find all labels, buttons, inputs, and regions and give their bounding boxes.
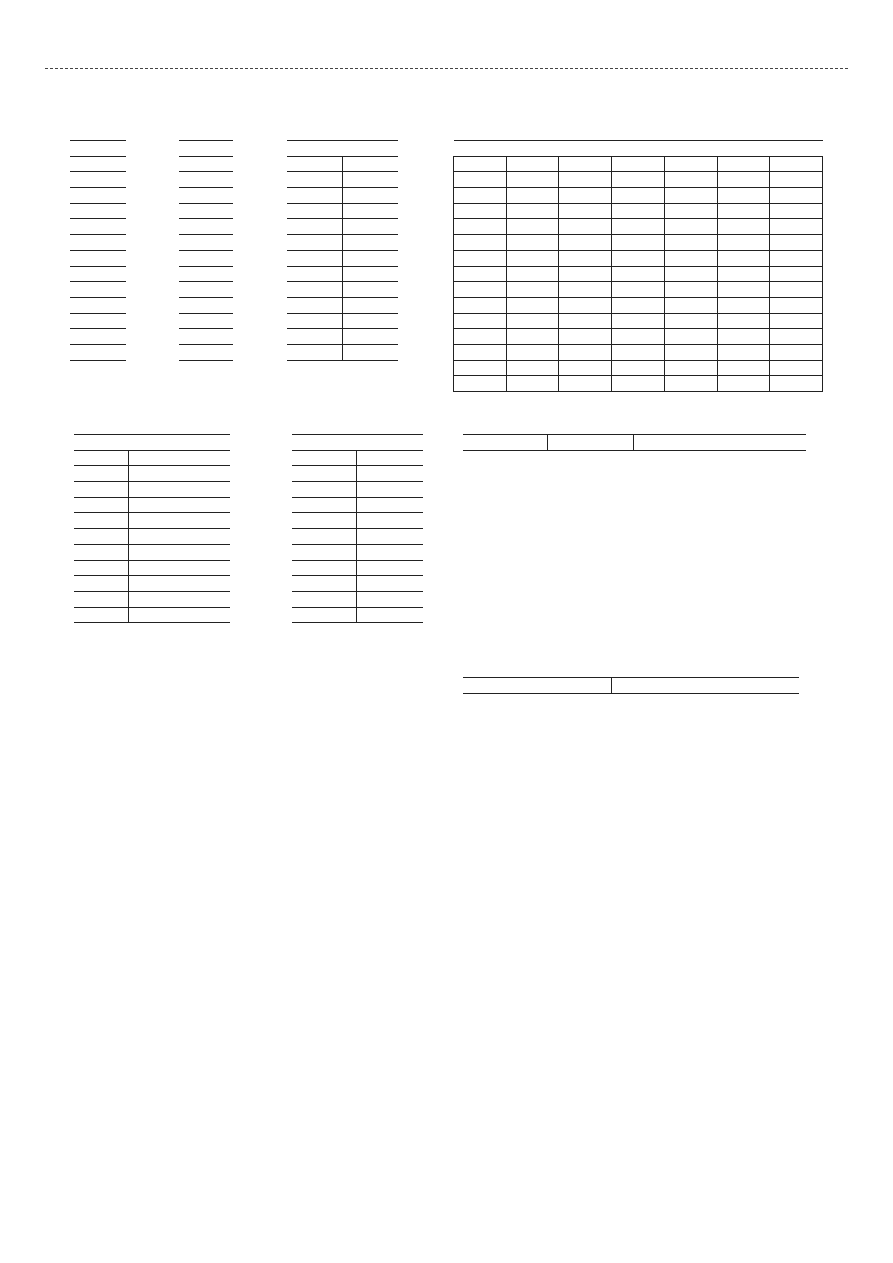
- e96-value: [612, 344, 665, 360]
- table-row: [179, 203, 233, 219]
- e96-value: [717, 156, 770, 172]
- e96-value: [506, 250, 559, 266]
- e96-value: [770, 297, 823, 313]
- e96-value: [506, 282, 559, 298]
- table-row: [454, 203, 823, 219]
- e96-value: [770, 172, 823, 188]
- e96-value: [559, 344, 612, 360]
- failure-rate-header: [611, 678, 799, 694]
- e96-value: [559, 329, 612, 345]
- table-row: [287, 172, 398, 188]
- table-row: [74, 576, 230, 592]
- e24-value: [343, 266, 399, 282]
- failure-type-header: [463, 678, 611, 694]
- e96-value: [717, 376, 770, 392]
- e96-value: [770, 203, 823, 219]
- e12-value: [179, 297, 233, 313]
- table-row: [454, 235, 823, 251]
- e24-value: [343, 297, 399, 313]
- tolerance-value: [356, 482, 423, 498]
- e6-table: [70, 140, 126, 361]
- table-row: [70, 329, 126, 345]
- e96-value: [717, 203, 770, 219]
- e24-value: [287, 172, 343, 188]
- tolerance-value: [356, 544, 423, 560]
- table-row: [292, 576, 423, 592]
- table-row: [74, 560, 230, 576]
- e96-table: [453, 140, 823, 392]
- table-row: [292, 607, 423, 623]
- e96-value: [506, 235, 559, 251]
- datecode-table: [463, 434, 806, 451]
- e96-value: [559, 188, 612, 204]
- e12-value: [179, 250, 233, 266]
- table-row: [287, 203, 398, 219]
- e24-value: [287, 344, 343, 360]
- tcr-code: [74, 544, 128, 560]
- e96-value: [664, 250, 717, 266]
- e12-value: [179, 313, 233, 329]
- e96-value: [506, 313, 559, 329]
- table-row: [179, 344, 233, 360]
- table-row: [70, 282, 126, 298]
- e96-value: [664, 203, 717, 219]
- e96-value: [559, 250, 612, 266]
- e96-value: [612, 329, 665, 345]
- e96-value: [664, 235, 717, 251]
- e12-value: [179, 156, 233, 172]
- e96-value: [506, 156, 559, 172]
- table-row: [454, 360, 823, 376]
- e96-value: [612, 282, 665, 298]
- e96-value: [612, 188, 665, 204]
- e96-value: [717, 266, 770, 282]
- e96-value: [612, 172, 665, 188]
- e24-value: [287, 282, 343, 298]
- e96-value: [559, 172, 612, 188]
- tolerance-code: [292, 466, 356, 482]
- tcr-code: [74, 529, 128, 545]
- tcr-code: [74, 560, 128, 576]
- tolerance-value: [356, 513, 423, 529]
- e96-value: [770, 376, 823, 392]
- table-row: [74, 482, 230, 498]
- e6-value: [70, 297, 126, 313]
- e96-value: [559, 360, 612, 376]
- tcr-value: [128, 560, 230, 576]
- e96-value: [717, 219, 770, 235]
- e96-value: [717, 250, 770, 266]
- table-row: [74, 513, 230, 529]
- e96-value: [664, 266, 717, 282]
- e24-value: [287, 235, 343, 251]
- e96-value: [770, 235, 823, 251]
- table-row: [454, 329, 823, 345]
- table-row: [70, 203, 126, 219]
- table-row: [70, 313, 126, 329]
- e96-value: [770, 282, 823, 298]
- e96-value: [717, 235, 770, 251]
- e96-value: [506, 376, 559, 392]
- tolerance-code: [292, 513, 356, 529]
- e96-value: [770, 360, 823, 376]
- e12-value: [179, 219, 233, 235]
- e96-value: [506, 172, 559, 188]
- e24-value: [343, 282, 399, 298]
- e12-value: [179, 172, 233, 188]
- e24-value: [287, 219, 343, 235]
- e12-table: [179, 140, 233, 361]
- e96-value: [454, 250, 507, 266]
- table-row: [179, 313, 233, 329]
- tolerance-code: [292, 591, 356, 607]
- e6-value: [70, 156, 126, 172]
- table-row: [287, 266, 398, 282]
- tolerance-header: [292, 435, 423, 451]
- table-row: [454, 344, 823, 360]
- e96-value: [717, 360, 770, 376]
- table-row: [454, 266, 823, 282]
- e24-value: [343, 344, 399, 360]
- e6-value: [70, 250, 126, 266]
- tolerance-code: [292, 576, 356, 592]
- e96-value: [559, 235, 612, 251]
- tolerance-value: [356, 450, 423, 466]
- table-row: [179, 172, 233, 188]
- tcr-value: [128, 607, 230, 623]
- tcr-code: [74, 591, 128, 607]
- tolerance-value: [356, 529, 423, 545]
- table-row: [74, 450, 230, 466]
- e96-value: [559, 156, 612, 172]
- e24-value: [287, 329, 343, 345]
- e96-value: [664, 156, 717, 172]
- e96-value: [559, 203, 612, 219]
- e12-value: [179, 282, 233, 298]
- e24-value: [343, 172, 399, 188]
- e96-value: [454, 203, 507, 219]
- e24-value: [343, 203, 399, 219]
- table-row: [454, 250, 823, 266]
- e96-header: [454, 141, 823, 157]
- failure-table: [463, 677, 799, 694]
- e24-value: [343, 250, 399, 266]
- e96-value: [770, 219, 823, 235]
- e96-value: [559, 376, 612, 392]
- tcr-code: [74, 497, 128, 513]
- e96-value: [664, 376, 717, 392]
- e24-value: [343, 313, 399, 329]
- e6-value: [70, 188, 126, 204]
- table-row: [179, 188, 233, 204]
- e96-value: [612, 203, 665, 219]
- e24-value: [343, 235, 399, 251]
- e96-value: [506, 344, 559, 360]
- tcr-header: [74, 435, 230, 451]
- table-row: [287, 188, 398, 204]
- e96-value: [506, 203, 559, 219]
- table-row: [292, 513, 423, 529]
- e24-value: [343, 156, 399, 172]
- e96-value: [454, 313, 507, 329]
- table-row: [292, 497, 423, 513]
- e96-value: [717, 329, 770, 345]
- table-row: [74, 544, 230, 560]
- tolerance-value: [356, 497, 423, 513]
- e96-value: [612, 219, 665, 235]
- table-row: [287, 344, 398, 360]
- table-row: [292, 529, 423, 545]
- tolerance-code: [292, 529, 356, 545]
- e24-value: [287, 203, 343, 219]
- tolerance-value: [356, 607, 423, 623]
- e24-header: [287, 141, 398, 157]
- e96-value: [770, 313, 823, 329]
- e6-header: [70, 141, 126, 157]
- table-row: [287, 313, 398, 329]
- tcr-code: [74, 607, 128, 623]
- e12-value: [179, 188, 233, 204]
- tcr-code: [74, 450, 128, 466]
- table-row: [70, 219, 126, 235]
- tcr-code: [74, 513, 128, 529]
- e24-value: [343, 329, 399, 345]
- table-row: [179, 329, 233, 345]
- table-row: [454, 188, 823, 204]
- table-row: [74, 466, 230, 482]
- e96-value: [612, 266, 665, 282]
- tcr-value: [128, 544, 230, 560]
- e96-value: [717, 172, 770, 188]
- tolerance-code: [292, 450, 356, 466]
- table-row: [292, 560, 423, 576]
- tolerance-value: [356, 576, 423, 592]
- e96-value: [717, 297, 770, 313]
- tolerance-code: [292, 497, 356, 513]
- e6-value: [70, 329, 126, 345]
- table-row: [179, 250, 233, 266]
- e96-value: [454, 266, 507, 282]
- e96-value: [664, 219, 717, 235]
- e96-value: [454, 235, 507, 251]
- e96-value: [664, 188, 717, 204]
- table-row: [454, 156, 823, 172]
- e24-value: [287, 297, 343, 313]
- e96-value: [717, 188, 770, 204]
- e12-value: [179, 344, 233, 360]
- e96-value: [664, 282, 717, 298]
- e96-value: [612, 313, 665, 329]
- e96-value: [454, 219, 507, 235]
- e24-value: [343, 219, 399, 235]
- tcr-value: [128, 497, 230, 513]
- e96-value: [664, 329, 717, 345]
- table-row: [287, 329, 398, 345]
- e96-value: [506, 188, 559, 204]
- table-row: [179, 156, 233, 172]
- e96-value: [664, 172, 717, 188]
- table-row: [70, 250, 126, 266]
- e96-value: [770, 250, 823, 266]
- table-row: [70, 188, 126, 204]
- table-row: [287, 282, 398, 298]
- table-row: [287, 235, 398, 251]
- tcr-value: [128, 529, 230, 545]
- tcr-code: [74, 576, 128, 592]
- e24-value: [287, 313, 343, 329]
- e96-value: [506, 329, 559, 345]
- e96-value: [717, 344, 770, 360]
- tcr-code: [74, 466, 128, 482]
- e96-value: [454, 188, 507, 204]
- e96-value: [559, 282, 612, 298]
- e24-value: [343, 188, 399, 204]
- e96-value: [559, 219, 612, 235]
- e24-value: [287, 188, 343, 204]
- table-row: [179, 282, 233, 298]
- tolerance-code: [292, 607, 356, 623]
- table-row: [292, 466, 423, 482]
- e96-value: [770, 188, 823, 204]
- e6-value: [70, 282, 126, 298]
- e96-value: [664, 344, 717, 360]
- datecode-code-header: [633, 435, 806, 451]
- e96-value: [770, 329, 823, 345]
- table-row: [179, 219, 233, 235]
- e96-value: [454, 297, 507, 313]
- table-row: [179, 266, 233, 282]
- table-row: [454, 297, 823, 313]
- e24-value: [287, 266, 343, 282]
- table-row: [74, 497, 230, 513]
- tcr-code: [74, 482, 128, 498]
- tolerance-code: [292, 482, 356, 498]
- tcr-value: [128, 591, 230, 607]
- table-row: [292, 544, 423, 560]
- table-row: [74, 529, 230, 545]
- tcr-value: [128, 513, 230, 529]
- tcr-value: [128, 450, 230, 466]
- table-row: [287, 219, 398, 235]
- e96-value: [454, 156, 507, 172]
- e6-value: [70, 219, 126, 235]
- e96-value: [454, 344, 507, 360]
- e96-value: [612, 250, 665, 266]
- e6-value: [70, 313, 126, 329]
- e96-value: [664, 297, 717, 313]
- tcr-value: [128, 466, 230, 482]
- e6-value: [70, 235, 126, 251]
- e96-value: [612, 297, 665, 313]
- tcr-value: [128, 576, 230, 592]
- tcr-table: [74, 434, 230, 623]
- tolerance-value: [356, 466, 423, 482]
- e96-value: [454, 172, 507, 188]
- table-row: [70, 297, 126, 313]
- table-row: [454, 376, 823, 392]
- tolerance-value: [356, 591, 423, 607]
- tcr-value: [128, 482, 230, 498]
- datecode-month-header: [547, 435, 633, 451]
- table-row: [454, 313, 823, 329]
- e96-value: [559, 266, 612, 282]
- e96-value: [612, 235, 665, 251]
- e96-value: [612, 360, 665, 376]
- e96-value: [506, 219, 559, 235]
- e12-value: [179, 329, 233, 345]
- e96-value: [559, 297, 612, 313]
- e6-value: [70, 203, 126, 219]
- e96-value: [454, 329, 507, 345]
- table-row: [70, 235, 126, 251]
- table-row: [454, 219, 823, 235]
- e96-value: [717, 282, 770, 298]
- e96-value: [506, 266, 559, 282]
- resistance-change-chart: [90, 684, 410, 862]
- table-row: [287, 250, 398, 266]
- table-row: [74, 591, 230, 607]
- header-divider: [45, 68, 848, 69]
- table-row: [292, 450, 423, 466]
- e96-value: [770, 156, 823, 172]
- table-row: [287, 156, 398, 172]
- e6-value: [70, 266, 126, 282]
- datecode-year-header: [463, 435, 547, 451]
- table-row: [70, 172, 126, 188]
- e96-value: [770, 266, 823, 282]
- e96-value: [770, 344, 823, 360]
- e96-value: [717, 313, 770, 329]
- e96-value: [664, 313, 717, 329]
- e24-table: [287, 140, 398, 361]
- table-row: [70, 266, 126, 282]
- e24-value: [287, 250, 343, 266]
- table-row: [70, 344, 126, 360]
- e6-value: [70, 172, 126, 188]
- e96-value: [612, 376, 665, 392]
- table-row: [454, 282, 823, 298]
- e12-value: [179, 266, 233, 282]
- e96-value: [612, 156, 665, 172]
- table-row: [292, 482, 423, 498]
- e96-value: [506, 297, 559, 313]
- table-row: [287, 297, 398, 313]
- e96-value: [506, 360, 559, 376]
- e24-value: [287, 156, 343, 172]
- e12-value: [179, 203, 233, 219]
- table-row: [74, 607, 230, 623]
- table-row: [179, 235, 233, 251]
- schematics-row: [0, 930, 893, 1060]
- e6-value: [70, 344, 126, 360]
- e96-value: [664, 360, 717, 376]
- e96-value: [454, 360, 507, 376]
- tolerance-code: [292, 560, 356, 576]
- table-row: [70, 156, 126, 172]
- table-row: [292, 591, 423, 607]
- tolerance-table: [292, 434, 423, 623]
- e96-value: [454, 376, 507, 392]
- e96-value: [559, 313, 612, 329]
- tolerance-value: [356, 560, 423, 576]
- table-row: [179, 297, 233, 313]
- e12-header: [179, 141, 233, 157]
- e12-value: [179, 235, 233, 251]
- tolerance-code: [292, 544, 356, 560]
- e96-value: [454, 282, 507, 298]
- table-row: [454, 172, 823, 188]
